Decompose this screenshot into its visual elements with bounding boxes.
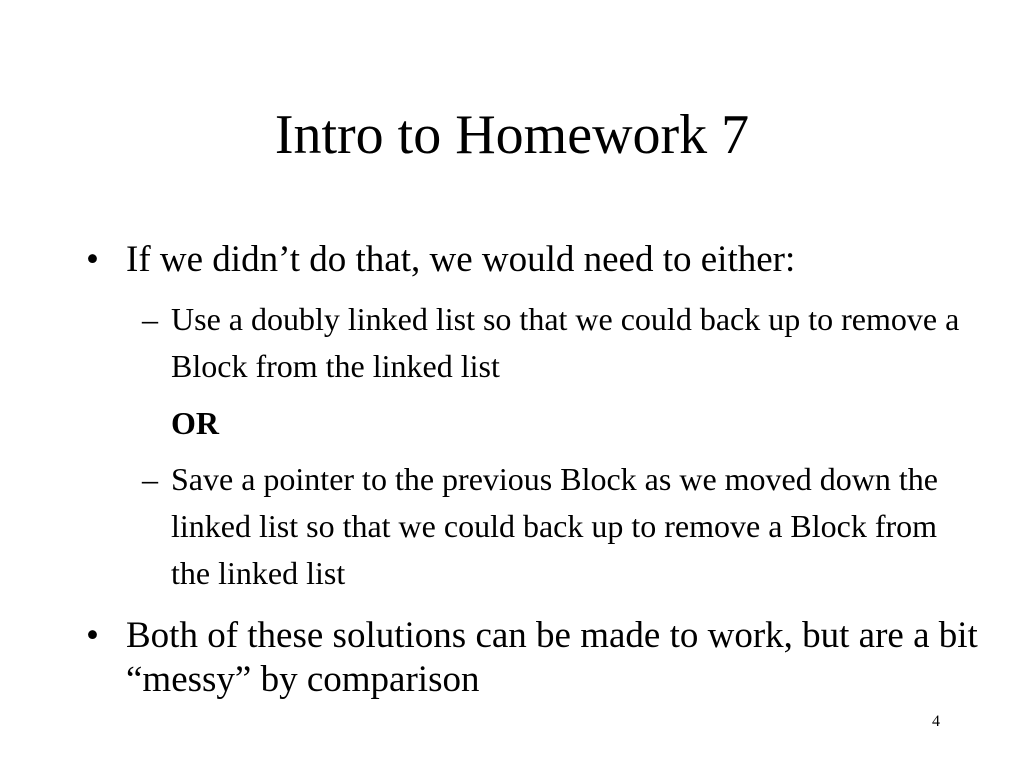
bullet-text: Both of these solutions can be made to work, but are a bit “messy” by comparison (126, 615, 978, 700)
sub-bullet-text: Save a pointer to the previous Block as we moved down the linked list so that we could back up to remove a Block from the linked list (171, 461, 938, 591)
or-label: OR (171, 405, 219, 441)
sub-bullet-text: Use a doubly linked list so that we could back up to remove a Block from the linked list (171, 301, 960, 384)
sub-bullet-marker: – (142, 301, 158, 337)
slide-title: Intro to Homework 7 (274, 104, 750, 166)
sub-bullet-marker: – (142, 461, 158, 497)
slide-number: 4 (932, 713, 940, 730)
bullet-marker: • (86, 615, 99, 656)
bullet-text: If we didn’t do that, we would need to either: (126, 239, 796, 280)
bullet-marker: • (86, 239, 99, 280)
